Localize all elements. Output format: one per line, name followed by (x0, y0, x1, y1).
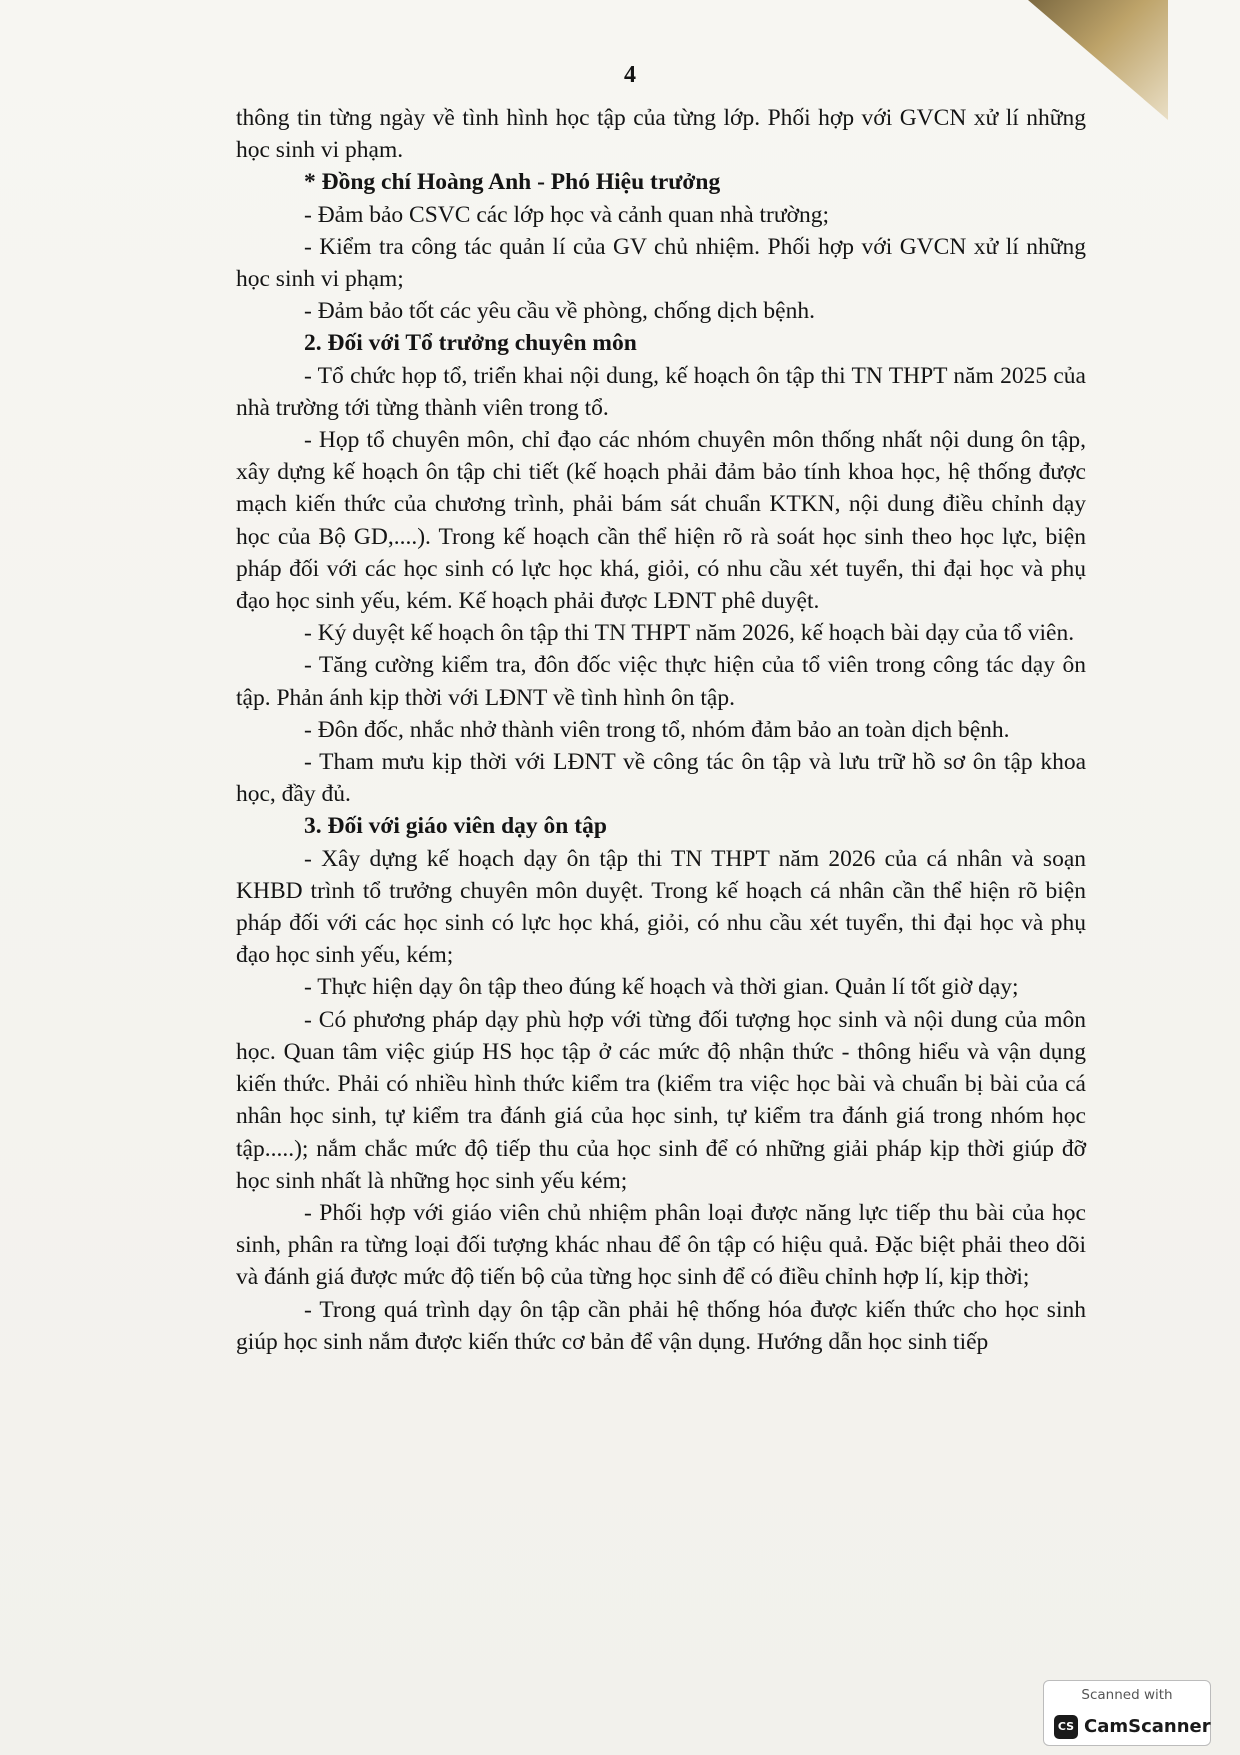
bullet-paragraph: - Đảm bảo tốt các yêu cầu về phòng, chống dịch bệnh. (304, 298, 815, 325)
bullet-paragraph: - Phối hợp với giáo viên chủ nhiệm phân loại được năng lực tiếp thu bài của học sinh, phân ra từng loại đối tượng khác nhau để ôn tập có hiệu quả. Đặc biệt phải theo dõi và đánh giá được mức độ tiến bộ của từng học sinh để có điều chỉnh hợp lí, kịp thời; (236, 1199, 1086, 1291)
bullet-paragraph: - Trong quá trình dạy ôn tập cần phải hệ thống hóa được kiến thức cho học sinh giúp học sinh nắm được kiến thức cơ bản để vận dụng. Hướng dẫn học sinh tiếp (236, 1296, 1086, 1355)
bullet-paragraph: - Họp tổ chuyên môn, chỉ đạo các nhóm chuyên môn thống nhất nội dung ôn tập, xây dựng kế hoạch ôn tập chi tiết (kế hoạch phải đảm bảo tính khoa học, hệ thống được mạch kiến thức của chương trình, phải bám sát chuẩn KTKN, nội dung điều chỉnh dạy học của Bộ GD,....). Trong kế hoạch cần thể hiện rõ rà soát học sinh theo học lực, biện pháp đối với các học sinh có lực học khá, giỏi, có nhu cầu xét tuyển, thi đại học và phụ đạo học sinh yếu, kém. Kế hoạch phải được LĐNT phê duyệt. (236, 427, 1086, 615)
camscanner-logo-icon: CS (1054, 1715, 1078, 1739)
bullet-paragraph: - Thực hiện dạy ôn tập theo đúng kế hoạch và thời gian. Quản lí tốt giờ dạy; (304, 974, 1019, 1001)
document-body (236, 102, 1086, 1358)
bullet-paragraph: - Đảm bảo CSVC các lớp học và cảnh quan nhà trường; (304, 201, 830, 228)
camscanner-badge (1043, 1680, 1211, 1746)
bullet-paragraph: - Kiểm tra công tác quản lí của GV chủ nhiệm. Phối hợp với GVCN xử lí những học sinh vi phạm; (236, 233, 1086, 293)
camscanner-name: CamScanner (1084, 1716, 1211, 1737)
bullet-paragraph: - Ký duyệt kế hoạch ôn tập thi TN THPT năm 2026, kế hoạch bài dạy của tổ viên. (304, 620, 1075, 647)
page-number: 4 (624, 62, 636, 88)
bullet-paragraph: - Tổ chức họp tổ, triển khai nội dung, kế hoạch ôn tập thi TN THPT năm 2025 của nhà trường tới từng thành viên trong tổ. (236, 362, 1086, 421)
bullet-paragraph: - Tham mưu kịp thời với LĐNT về công tác ôn tập và lưu trữ hồ sơ ôn tập khoa học, đầy đủ. (236, 749, 1086, 808)
bullet-paragraph: - Xây dựng kế hoạch dạy ôn tập thi TN THPT năm 2026 của cá nhân và soạn KHBD trình tổ trưởng chuyên môn duyệt. Trong kế hoạch cá nhân cần thể hiện rõ biện pháp đối với các học sinh có lực học khá, giỏi, có nhu cầu xét tuyển, thi đại học và phụ đạo học sinh yếu, kém; (236, 845, 1086, 969)
bullet-paragraph: - Tăng cường kiểm tra, đôn đốc việc thực hiện của tổ viên trong công tác dạy ôn tập. Phản ánh kịp thời với LĐNT về tình hình ôn tập. (236, 652, 1086, 711)
section-heading-3: 3. Đối với giáo viên dạy ôn tập (304, 813, 607, 840)
paragraph-continuation: thông tin từng ngày về tình hình học tập của từng lớp. Phối hợp với GVCN xử lí những học sinh vi phạm. (236, 105, 1086, 164)
heading-vice-principal: * Đồng chí Hoàng Anh - Phó Hiệu trưởng (304, 169, 721, 196)
bullet-paragraph: - Đôn đốc, nhắc nhở thành viên trong tổ, nhóm đảm bảo an toàn dịch bệnh. (304, 716, 1010, 743)
scanned-with-label: Scanned with (1081, 1687, 1173, 1703)
bullet-paragraph: - Có phương pháp dạy phù hợp với từng đối tượng học sinh và nội dung của môn học. Quan tâm việc giúp HS học tập ở các mức độ nhận thức - thông hiểu và vận dụng kiến thức. Phải có nhiều hình thức kiểm tra (kiểm tra việc học bài và chuẩn bị bài của cá nhân học sinh, tự kiểm tra đánh giá của học sinh, tự kiểm tra đánh giá trong nhóm học tập.....); nắm chắc mức độ tiếp thu của học sinh để có những giải pháp kịp thời giúp đỡ học sinh nhất là những học sinh yếu kém; (236, 1006, 1086, 1194)
section-heading-2: 2. Đối với Tổ trưởng chuyên môn (304, 330, 637, 357)
